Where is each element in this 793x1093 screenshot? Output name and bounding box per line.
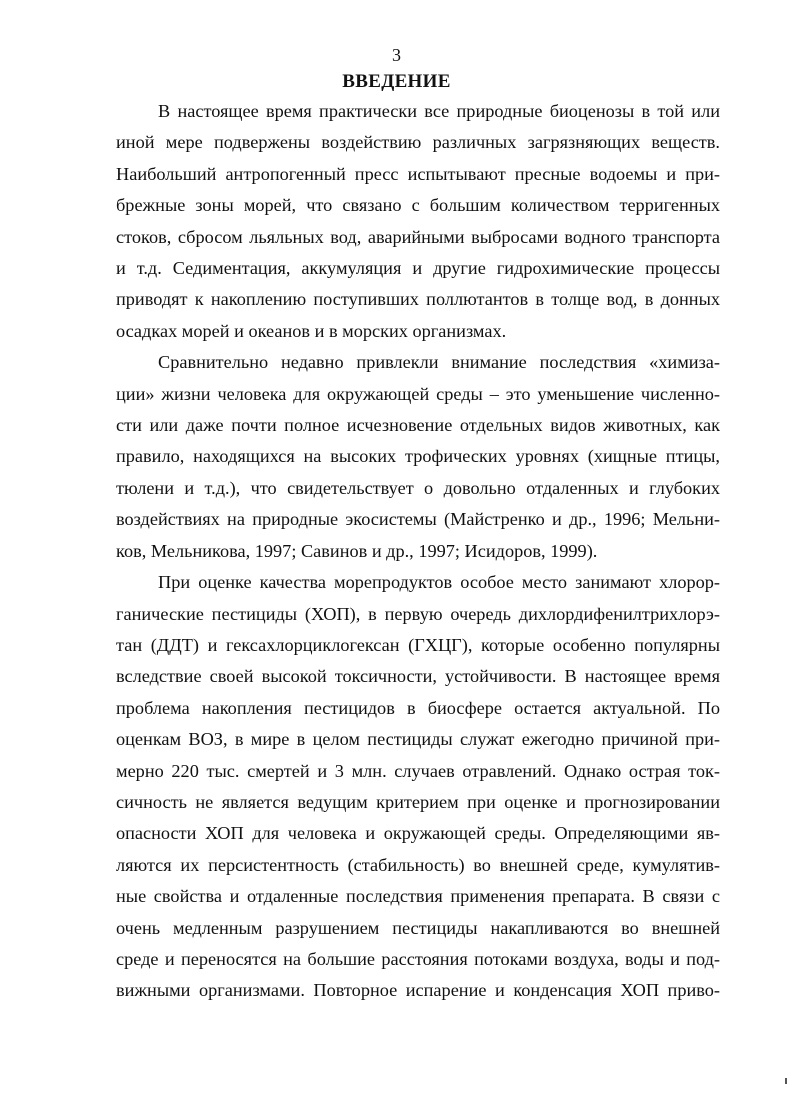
document-body: [116, 96, 720, 1007]
scan-mark: [785, 1078, 787, 1084]
paragraph-1: [116, 96, 720, 347]
text-line: ганические пестициды (ХОП), в первую очередь дихлордифенилтрихлорэ-: [116, 603, 720, 624]
text-line: брежные зоны морей, что связано с большим количеством терригенных: [116, 195, 720, 216]
text-line: оценкам ВОЗ, в мире в целом пестициды служат ежегодно причиной при-: [116, 729, 720, 750]
text-line: осадках морей и океанов и в морских организмах.: [116, 320, 507, 341]
paragraph-2: [116, 347, 720, 567]
text-line: опасности ХОП для человека и окружающей среды. Определяющими яв-: [116, 823, 720, 844]
text-line: При оценке качества морепродуктов особое место занимают хлорор-: [158, 572, 720, 593]
text-line: вижными организмами. Повторное испарение и конденсация ХОП приво-: [116, 980, 720, 1001]
text-line: среде и переносятся на большие расстояния потоками воздуха, воды и под-: [116, 948, 720, 969]
page-number: 3: [392, 45, 401, 65]
text-line: ные свойства и отдаленные последствия применения препарата. В связи с: [116, 886, 720, 907]
text-line: и т.д. Седиментация, аккумуляция и другие гидрохимические процессы: [116, 258, 720, 279]
text-line: Наибольший антропогенный пресс испытывают пресные водоемы и при-: [116, 163, 720, 184]
text-line: проблема накопления пестицидов в биосфере остается актуальной. По: [116, 697, 720, 718]
text-line: иной мере подвержены воздействию различных загрязняющих веществ.: [116, 132, 720, 153]
text-line: В настоящее время практически все природные биоценозы в той или: [158, 101, 720, 121]
text-line: приводят к накоплению поступивших поллютантов в толще вод, в донных: [116, 289, 720, 310]
text-line: тан (ДДТ) и гексахлорциклогексан (ГХЦГ), которые особенно популярны: [116, 634, 720, 655]
text-line: воздействиях на природные экосистемы (Майстренко и др., 1996; Мельни-: [116, 509, 720, 530]
text-line: правило, находящихся на высоких трофических уровнях (хищные птицы,: [116, 446, 720, 467]
text-line: сти или даже почти полное исчезновение отдельных видов животных, как: [116, 415, 720, 436]
text-line: стоков, сбросом льяльных вод, аварийными выбросами водного транспорта: [116, 226, 720, 247]
paragraph-3: [116, 567, 720, 1007]
page-title: ВВЕДЕНИЕ: [342, 71, 451, 92]
text-line: ков, Мельникова, 1997; Савинов и др., 1997; Исидоров, 1999).: [116, 540, 598, 561]
text-line: тюлени и т.д.), что свидетельствует о довольно отдаленных и глубоких: [116, 477, 720, 498]
text-line: очень медленным разрушением пестициды накапливаются во внешней: [116, 917, 720, 938]
text-line: вследствие своей высокой токсичности, устойчивости. В настоящее время: [116, 666, 720, 687]
text-line: мерно 220 тыс. смертей и 3 млн. случаев отравлений. Однако острая ток-: [116, 760, 720, 781]
text-line: сичность не является ведущим критерием при оценке и прогнозировании: [116, 791, 720, 812]
text-line: ции» жизни человека для окружающей среды – это уменьшение численно-: [116, 383, 720, 404]
text-line: ляются их персистентность (стабильность) во внешней среде, кумулятив-: [116, 854, 720, 875]
text-line: Сравнительно недавно привлекли внимание последствия «химиза-: [158, 352, 720, 373]
